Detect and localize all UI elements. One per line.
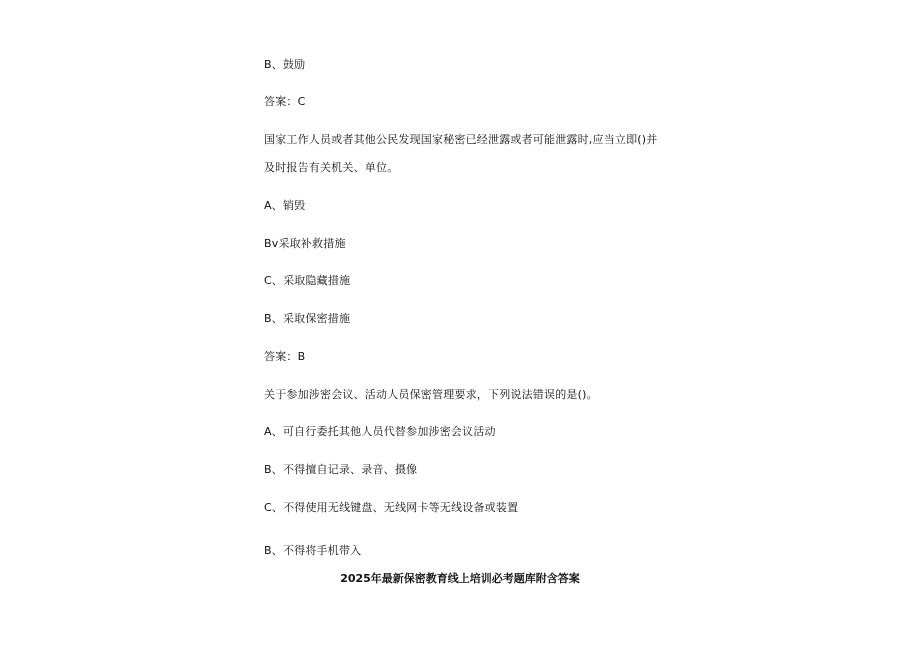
answer-label: 答案：B (264, 350, 306, 363)
option-b-remedial-measures: Bv采取补救措施 (264, 237, 346, 250)
page-footer-title: 2025年最新保密教育线上培训必考题库附含答案 (340, 572, 580, 585)
question-text-line-1: 国家工作人员或者其他公民发现国家秘密已经泄露或者可能泄露时,应当立即()并 (264, 133, 658, 146)
option-b-no-recording: B、不得擅自记录、录音、摄像 (264, 463, 418, 476)
option-c-no-wireless-devices: C、不得使用无线键盘、无线网卡等无线设备或装置 (264, 501, 519, 514)
question-text-line-2: 及时报告有关机关、单位。 (264, 161, 399, 174)
question-text: 关于参加涉密会议、活动人员保密管理要求，下列说法错误的是()。 (264, 388, 598, 401)
option-c-concealment-measures: C、采取隐藏措施 (264, 274, 351, 287)
option-a-delegate-attendance: A、可自行委托其他人员代替参加涉密会议活动 (264, 425, 496, 438)
option-d-secrecy-measures: B、采取保密措施 (264, 312, 351, 325)
answer-label: 答案：C (264, 95, 306, 108)
option-d-no-mobile-phone: B、不得将手机带入 (264, 544, 362, 557)
option-a-destroy: A、销毁 (264, 199, 306, 212)
option-b-encourage: B、鼓励 (264, 58, 306, 71)
